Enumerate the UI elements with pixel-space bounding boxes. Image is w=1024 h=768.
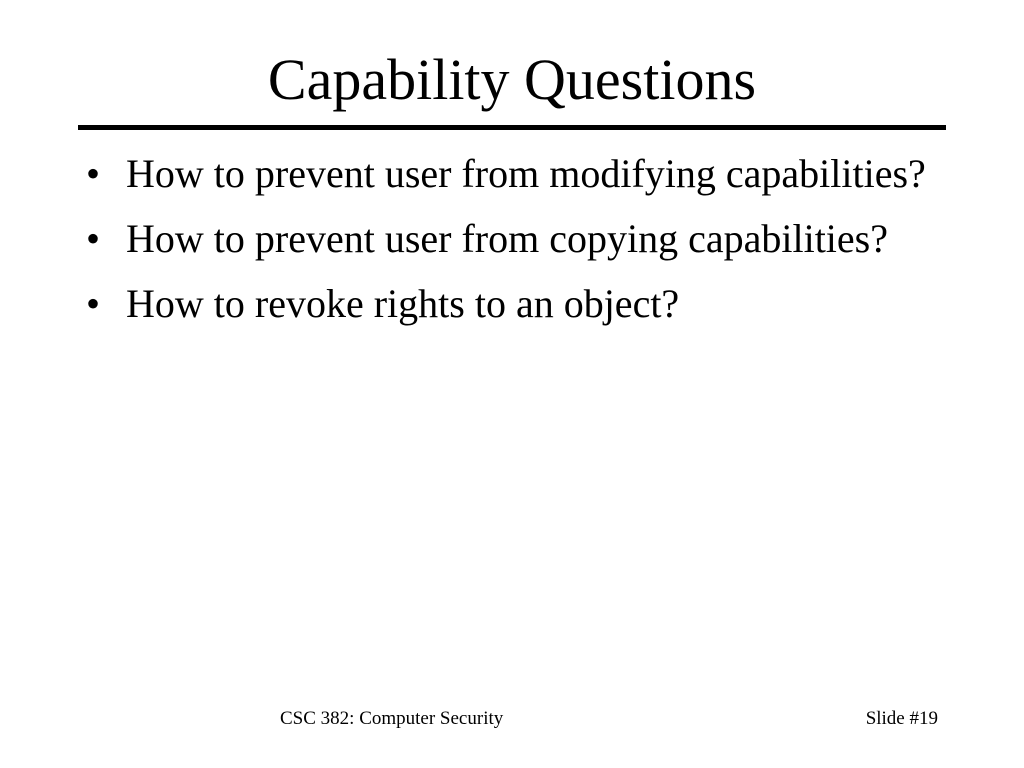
bullet-list [86,146,946,341]
bullet-text: How to revoke rights to an object? [126,281,680,326]
bullet-item [86,146,946,201]
title-divider [78,125,946,130]
bullet-icon: • [86,281,101,326]
footer-slide-number: Slide #19 [865,708,938,729]
bullet-item [86,211,946,266]
bullet-icon: • [86,151,101,196]
bullet-item [86,276,946,331]
slide-title: Capability Questions [267,47,757,112]
bullet-icon: • [86,216,101,261]
bullet-text: How to prevent user from modifying capabilities? [126,151,926,196]
bullet-text: How to prevent user from copying capabilities? [126,216,888,261]
footer-course-title: CSC 382: Computer Security [280,708,504,729]
